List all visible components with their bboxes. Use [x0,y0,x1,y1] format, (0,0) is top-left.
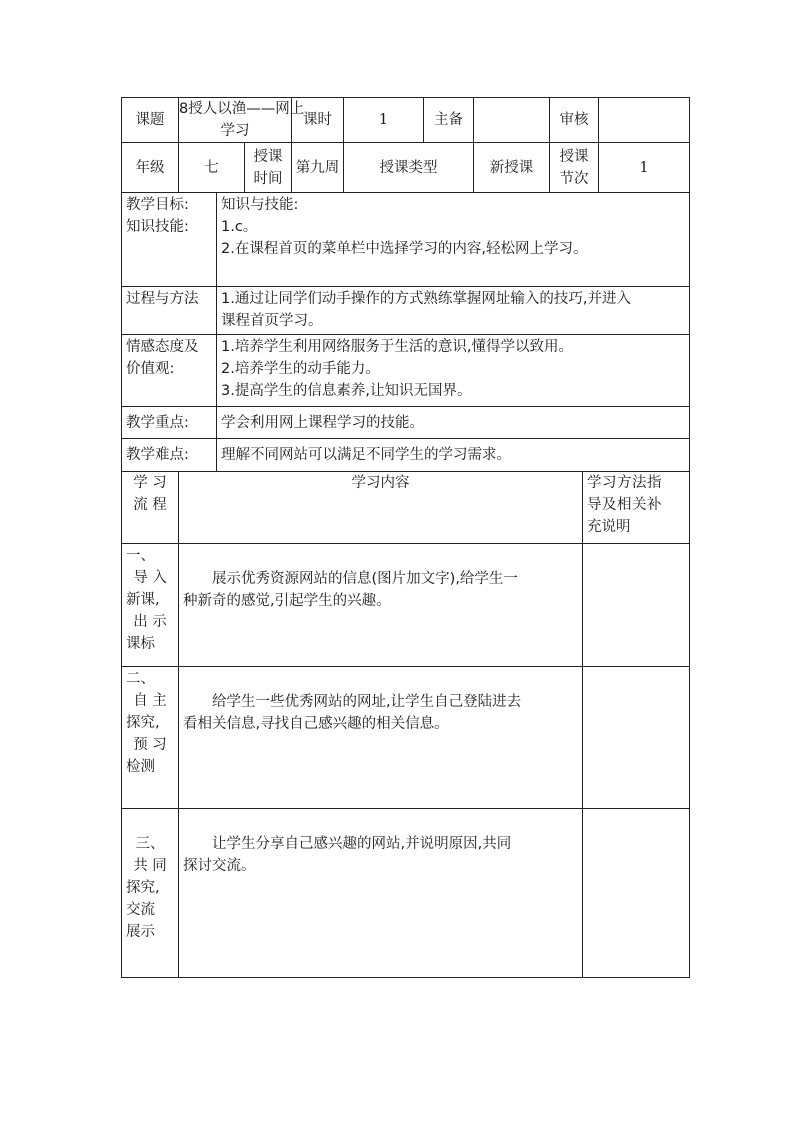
difficulty-label: 教学难点: [122,439,217,472]
step-row-1 [122,544,690,667]
objectives-label-line2: 知识技能: [126,219,189,235]
step-1-content-line2: 种新奇的感觉,引起学生的兴趣。 [183,593,391,609]
step-row-2 [122,667,690,809]
emotion-line2: 2.培养学生的动手能力。 [221,361,380,377]
step-3-content [179,809,583,978]
objectives-line1: 知识与技能: [221,197,299,213]
grade-value: 七 [179,143,245,193]
flow-col2-header: 学习内容 [179,472,583,544]
key-point-row [122,407,690,439]
objectives-row [122,193,690,287]
period-label-line2: 节次 [559,170,589,187]
step-1-label-line: 新课, [126,592,160,608]
step-2-label [122,667,179,809]
step-2-label-line: 自 主 [133,693,167,709]
lesson-plan-document [121,97,690,978]
step-3-label-line: 共 同 [133,858,167,874]
time-label [245,143,292,193]
step-3-label-line: 三、 [135,836,165,852]
step-2-content-line2: 看相关信息,寻找自己感兴趣的相关信息。 [183,716,449,732]
period-label-line1: 授课 [559,148,589,165]
objectives-line2: 1.c。 [221,219,258,235]
flow-col3-header-line1: 学习方法指 [587,475,662,491]
hours-label: 课时 [292,98,344,143]
review-value [599,98,690,143]
step-3-content-line2: 探讨交流。 [183,858,256,874]
step-1-label-line: 出 示 [133,614,167,630]
process-row [122,287,690,335]
flow-col3-header [583,472,690,544]
topic-value-line1: 8授人以渔——网上 [179,101,305,117]
step-1-label-line: 导 入 [133,570,167,586]
step-3-content-line1: 让学生分享自己感兴趣的网站,并说明原因,共同 [212,836,512,852]
flow-col1-header-line1: 学 习 [133,475,167,491]
step-3-notes [583,809,690,978]
step-3-label-line: 展示 [126,924,155,940]
step-2-content-line1: 给学生一些优秀网站的网址,让学生自己登陆进去 [212,694,522,710]
emotion-content [217,335,690,407]
grade-label: 年级 [122,143,179,193]
key-point-text: 学会利用网上课程学习的技能。 [217,407,690,439]
topic-label: 课题 [122,98,179,143]
flow-col3-header-line2: 导及相关补 [587,497,662,513]
step-1-label-line: 一、 [126,548,155,564]
objectives-line3: 2.在课程首页的菜单栏中选择学习的内容,轻松网上学习。 [221,241,588,257]
objectives-label [122,193,217,287]
step-2-label-line: 探究, [126,715,160,731]
period-label [550,143,599,193]
lead-value [474,98,550,143]
process-label: 过程与方法 [122,287,217,335]
emotion-line3: 3.提高学生的信息素养,让知识无国界。 [221,383,472,399]
step-2-notes [583,667,690,809]
flow-table [121,471,690,978]
flow-col1-header [122,472,179,544]
header-row-grade [122,143,690,193]
flow-header-row [122,472,690,544]
step-1-notes [583,544,690,667]
step-2-label-line: 预 习 [133,737,167,753]
difficulty-text: 理解不同网站可以满足不同学生的学习需求。 [217,439,690,472]
flow-col1-header-line2: 流 程 [133,497,167,513]
emotion-label-line2: 价值观: [126,361,175,377]
time-value: 第九周 [292,143,344,193]
objectives-label-line1: 教学目标: [126,197,189,213]
emotion-label-line1: 情感态度及 [126,339,199,355]
emotion-row [122,335,690,407]
key-point-label: 教学重点: [122,407,217,439]
step-row-3 [122,809,690,978]
step-3-label-line: 交流 [126,902,155,918]
process-content [217,287,690,335]
topic-value [179,98,305,143]
flow-col3-header-line3: 充说明 [587,519,631,535]
period-value: 1 [599,143,690,193]
header-table [121,97,690,193]
hours-value: 1 [344,98,424,143]
time-label-line2: 时间 [253,170,283,187]
step-2-label-line: 检测 [126,759,155,775]
emotion-line1: 1.培养学生利用网络服务于生活的意识,懂得学以致用。 [221,339,573,355]
header-row-topic [122,98,690,143]
step-3-label-line: 探究, [126,880,160,896]
step-1-label-line: 课标 [126,636,155,652]
step-2-content [179,667,583,809]
step-1-label [122,544,179,667]
step-1-content [179,544,583,667]
step-3-label [122,809,179,978]
step-1-content-line1: 展示优秀资源网站的信息(图片加文字),给学生一 [212,571,518,587]
step-2-label-line: 二、 [126,671,155,687]
lead-label: 主备 [424,98,474,143]
emotion-label [122,335,217,407]
process-line2: 课程首页学习。 [221,313,323,329]
time-label-line1: 授课 [253,148,283,165]
objectives-table [121,192,690,472]
process-line1: 1.通过让同学们动手操作的方式熟练掌握网址输入的技巧,并进入 [221,291,631,307]
objectives-content [217,193,690,287]
type-value: 新授课 [474,143,550,193]
type-label: 授课类型 [344,143,474,193]
difficulty-row [122,439,690,472]
review-label: 审核 [550,98,599,143]
topic-value-line2: 学习 [220,123,250,139]
